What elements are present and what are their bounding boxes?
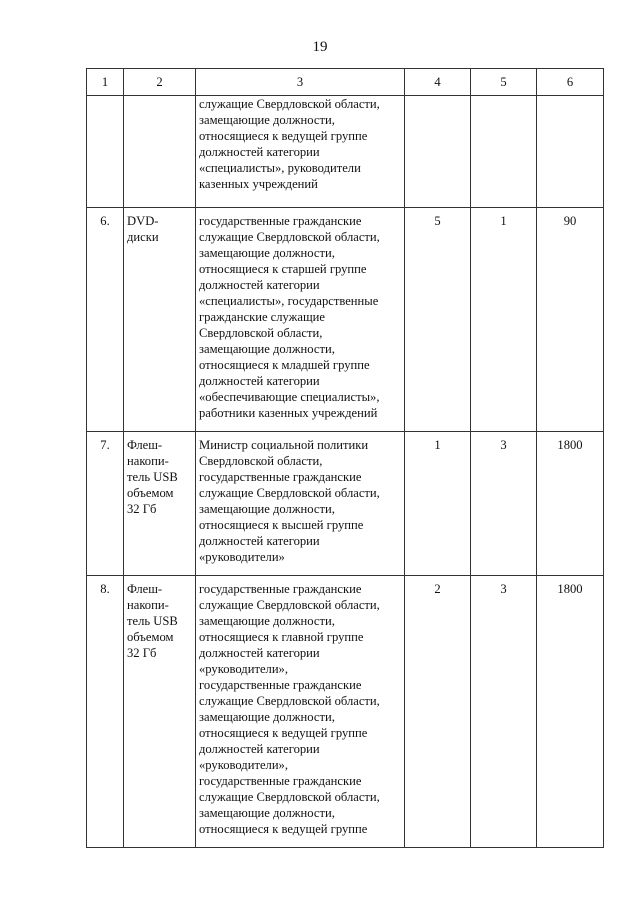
description-line: служащие Свердловской области,: [199, 694, 380, 708]
description-line: относящиеся к ведущей группе: [199, 726, 368, 740]
description-line: служащие Свердловской области,: [199, 598, 380, 612]
description-line: государственные гражданские: [199, 470, 362, 484]
description-line: казенных учреждений: [199, 177, 318, 191]
item-name-line: тель USB: [127, 614, 178, 628]
description-line: «руководители»,: [199, 662, 289, 676]
value-col6: 90: [537, 208, 604, 432]
table-row: [87, 576, 604, 848]
table-row: [87, 208, 604, 432]
description-line: замещающие должности,: [199, 342, 335, 356]
column-header: 6: [537, 69, 604, 96]
description-line: должностей категории: [199, 742, 320, 756]
row-number: [87, 96, 124, 208]
description-line: «руководители»,: [199, 758, 289, 772]
description-line: относящиеся к ведущей группе: [199, 822, 368, 836]
description-line: «руководители»: [199, 550, 285, 564]
description-line: относящиеся к высшей группе: [199, 518, 364, 532]
description-line: служащие Свердловской области,: [199, 486, 380, 500]
description-line: Свердловской области,: [199, 326, 323, 340]
value-col5: [471, 96, 537, 208]
description-line: «обеспечивающие специалисты»,: [199, 390, 380, 404]
value-col6: 1800: [537, 576, 604, 848]
description-line: служащие Свердловской области,: [199, 790, 380, 804]
item-name-line: тель USB: [127, 470, 178, 484]
description-line: Министр социальной политики: [199, 438, 369, 452]
item-name: [124, 432, 196, 576]
description-line: относящиеся к младшей группе: [199, 358, 370, 372]
description-line: государственные гражданские: [199, 774, 362, 788]
description-line: гражданские служащие: [199, 310, 325, 324]
value-col4: [405, 96, 471, 208]
description-line: замещающие должности,: [199, 806, 335, 820]
description-line: должностей категории: [199, 145, 320, 159]
row-number: 8.: [87, 576, 124, 848]
row-number: 7.: [87, 432, 124, 576]
column-header: 5: [471, 69, 537, 96]
item-description: [196, 432, 405, 576]
description-line: должностей категории: [199, 534, 320, 548]
item-name: [124, 576, 196, 848]
document-table: [86, 68, 604, 848]
description-line: должностей категории: [199, 278, 320, 292]
page-number: 19: [312, 39, 328, 55]
value-col5: 3: [471, 576, 537, 848]
item-description: [196, 576, 405, 848]
description-line: должностей категории: [199, 646, 320, 660]
description-line: работники казенных учреждений: [199, 406, 378, 420]
column-header: 2: [124, 69, 196, 96]
item-description: [196, 96, 405, 208]
item-name-line: Флеш-: [127, 582, 163, 596]
description-line: замещающие должности,: [199, 614, 335, 628]
item-name-line: накопи-: [127, 598, 169, 612]
item-name-line: объемом: [127, 486, 174, 500]
table-row: [87, 432, 604, 576]
description-line: государственные гражданские: [199, 214, 362, 228]
item-name-line: 32 Гб: [127, 646, 157, 660]
item-name-line: 32 Гб: [127, 502, 157, 516]
table-row: [87, 96, 604, 208]
description-line: замещающие должности,: [199, 113, 335, 127]
table-header-row: [87, 69, 604, 96]
description-line: «специалисты», руководители: [199, 161, 361, 175]
description-line: относящиеся к ведущей группе: [199, 129, 368, 143]
description-line: относящиеся к старшей группе: [199, 262, 367, 276]
item-name-line: накопи-: [127, 454, 169, 468]
value-col4: 1: [405, 432, 471, 576]
item-name-line: DVD-: [127, 214, 159, 228]
value-col6: 1800: [537, 432, 604, 576]
item-name: [124, 96, 196, 208]
item-name: [124, 208, 196, 432]
description-line: государственные гражданские: [199, 678, 362, 692]
description-line: должностей категории: [199, 374, 320, 388]
description-line: замещающие должности,: [199, 246, 335, 260]
description-line: замещающие должности,: [199, 710, 335, 724]
column-header: 4: [405, 69, 471, 96]
column-header: 1: [87, 69, 124, 96]
description-line: служащие Свердловской области,: [199, 97, 380, 111]
description-line: относящиеся к главной группе: [199, 630, 364, 644]
description-line: государственные гражданские: [199, 582, 362, 596]
value-col4: 5: [405, 208, 471, 432]
column-header: 3: [196, 69, 405, 96]
value-col5: 1: [471, 208, 537, 432]
value-col4: 2: [405, 576, 471, 848]
row-number: 6.: [87, 208, 124, 432]
item-description: [196, 208, 405, 432]
description-line: «специалисты», государственные: [199, 294, 379, 308]
description-line: служащие Свердловской области,: [199, 230, 380, 244]
item-name-line: Флеш-: [127, 438, 163, 452]
description-line: Свердловской области,: [199, 454, 323, 468]
value-col5: 3: [471, 432, 537, 576]
item-name-line: диски: [127, 230, 159, 244]
description-line: замещающие должности,: [199, 502, 335, 516]
value-col6: [537, 96, 604, 208]
item-name-line: объемом: [127, 630, 174, 644]
